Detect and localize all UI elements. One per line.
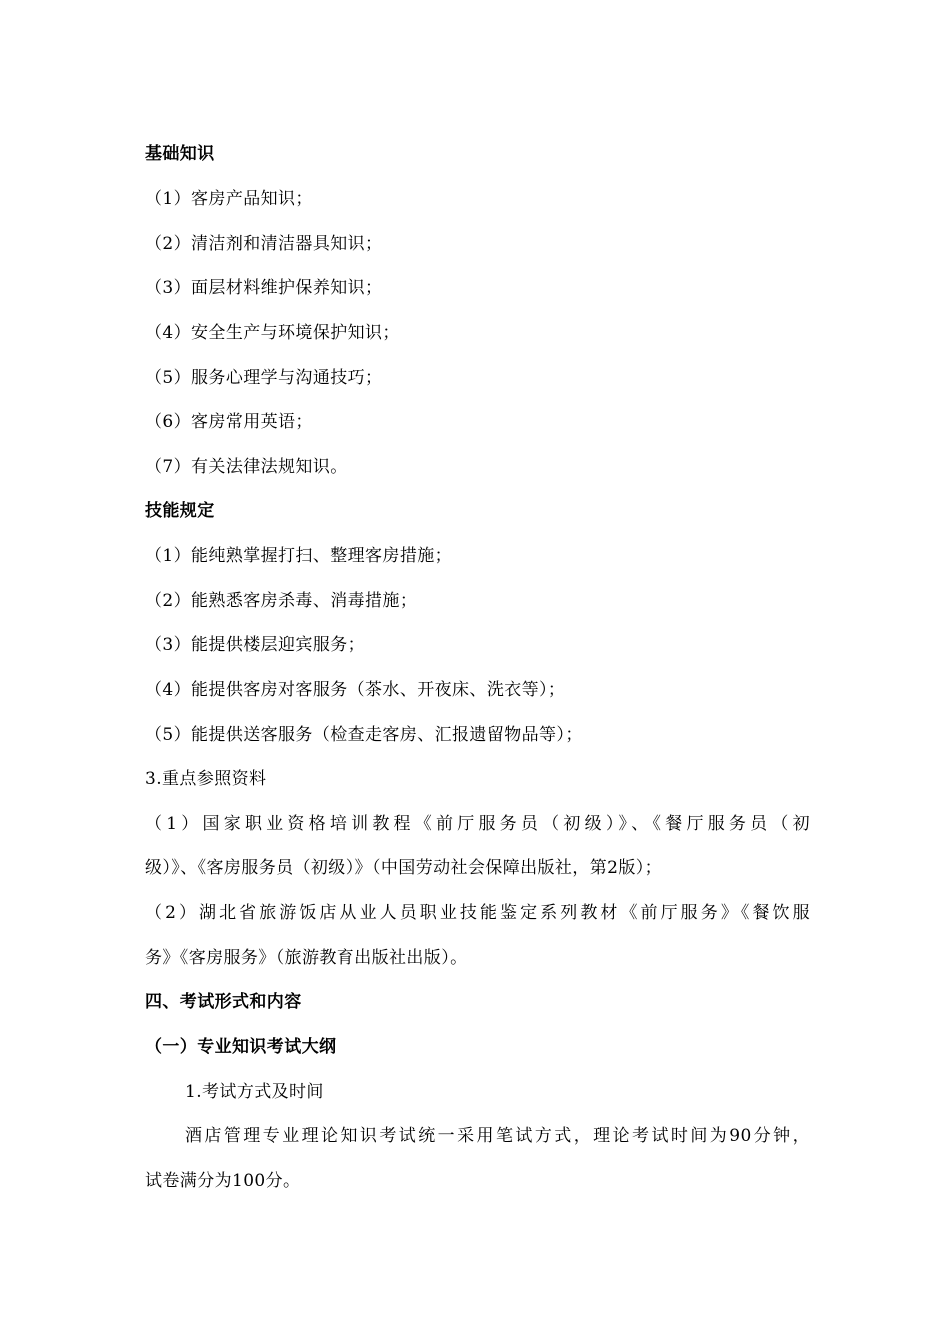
list-item: （3）能提供楼层迎宾服务； [145,635,366,655]
heading-references: 3.重点参照资料 [145,769,267,789]
list-item: （4）安全生产与环境保护知识； [145,323,400,343]
subheading-professional-knowledge: （一）专业知识考试大纲 [145,1037,337,1057]
list-item: （1）能纯熟掌握打扫、整理客房措施； [145,546,453,566]
list-item: （5）能提供送客服务（检查走客房、汇报遗留物品等）； [145,725,583,745]
list-item: （3）面层材料维护保养知识； [145,278,383,298]
list-item: （2）能熟悉客房杀毒、消毒措施； [145,591,418,611]
list-item: （2）清洁剂和清洁器具知识； [145,234,383,254]
heading-exam-format: 四、考试形式和内容 [145,992,302,1012]
exam-method-title: 1.考试方式及时间 [185,1082,324,1102]
reference-item-2-line-1: （2）湖北省旅游饭店从业人员职业技能鉴定系列教材《前厅服务》《餐饮服 [145,903,810,923]
list-item: （7）有关法律法规知识。 [145,457,348,477]
reference-item-1-line-1: （1）国家职业资格培训教程《前厅服务员（初级）》、《餐厅服务员（初 [145,814,810,834]
list-item: （5）服务心理学与沟通技巧； [145,368,383,388]
exam-paragraph-line-1: 酒店管理专业理论知识考试统一采用笔试方式，理论考试时间为90分钟， [185,1126,810,1146]
exam-paragraph-line-2: 试卷满分为100分。 [145,1171,301,1191]
reference-item-1-line-2: 级）》、《客房服务员（初级）》（中国劳动社会保障出版社，第2版）； [145,858,663,878]
reference-item-2-line-2: 务》《客房服务》（旅游教育出版社出版）。 [145,948,468,968]
heading-skill-requirements: 技能规定 [145,501,215,521]
list-item: （6）客房常用英语； [145,412,313,432]
heading-basic-knowledge: 基础知识 [145,144,215,164]
list-item: （4）能提供客房对客服务（茶水、开夜床、洗衣等）； [145,680,566,700]
list-item: （1）客房产品知识； [145,189,313,209]
